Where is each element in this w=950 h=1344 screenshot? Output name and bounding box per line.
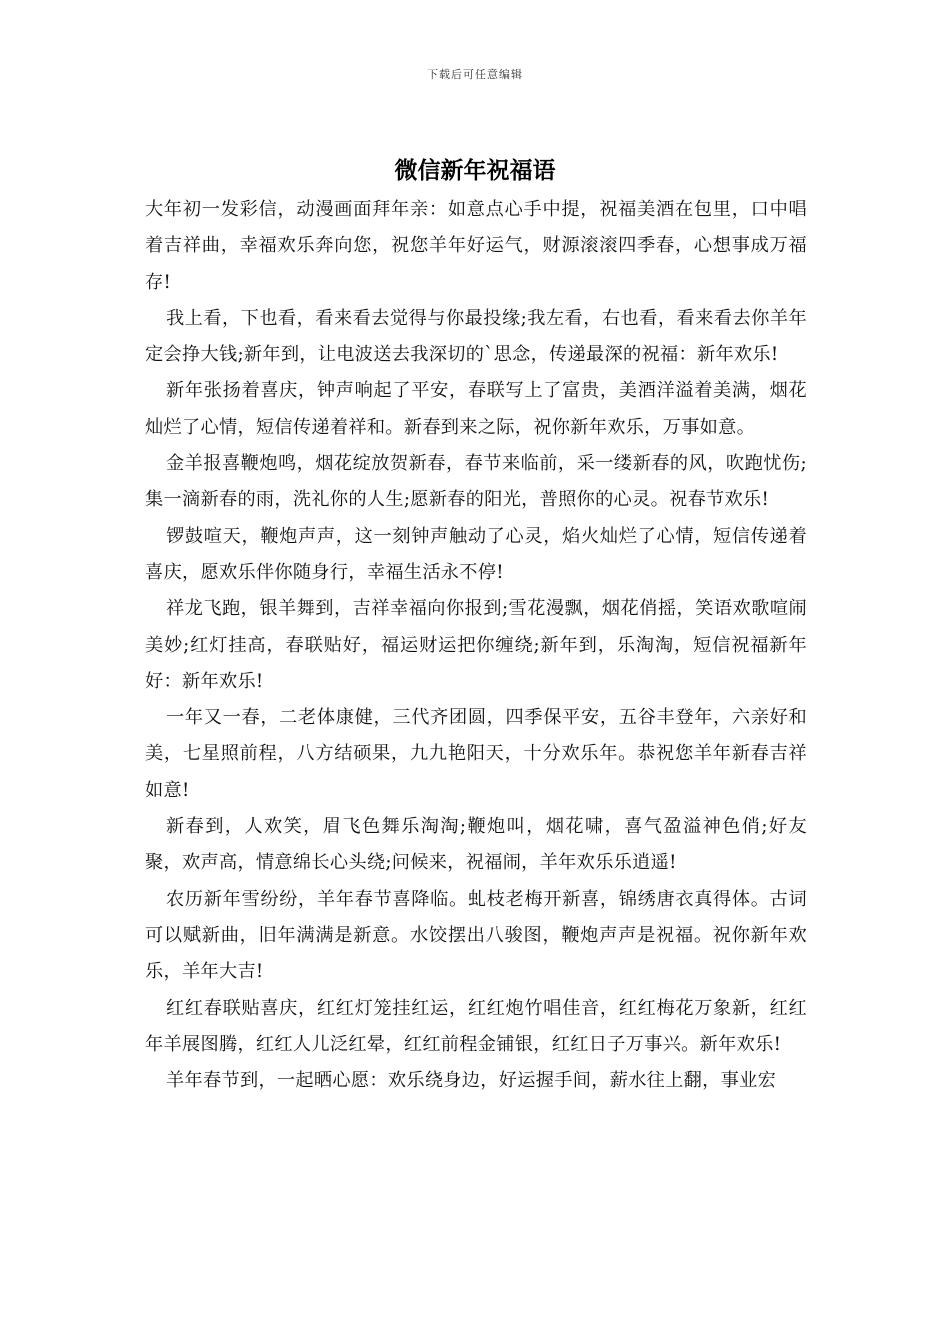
paragraph: 锣鼓喧天，鞭炮声声，这一刻钟声触动了心灵，焰火灿烂了心情，短信传递着喜庆，愿欢乐伴你随身行，幸福生活永不停! [145,525,807,583]
paragraph: 新年张扬着喜庆，钟声响起了平安，春联写上了富贵，美酒洋溢着美满，烟花灿烂了心情，短信传递着祥和。新春到来之际，祝你新年欢乐，万事如意。 [145,380,807,438]
document-body [145,192,807,1099]
paragraph: 祥龙飞跑，银羊舞到，吉祥幸福向你报到;雪花漫飘，烟花俏摇，笑语欢歌喧闹美妙;红灯挂高，春联贴好，福运财运把你缠绕;新年到，乐淘淘，短信祝福新年好：新年欢乐! [145,598,807,692]
paragraph: 新春到，人欢笑，眉飞色舞乐淘淘;鞭炮叫，烟花啸，喜气盈溢神色俏;好友聚，欢声高，情意绵长心头绕;问候来，祝福闹，羊年欢乐乐逍遥! [145,816,807,874]
paragraph: 红红春联贴喜庆，红红灯笼挂红运，红红炮竹唱佳音，红红梅花万象新，红红年羊展图腾，红红人儿泛红晕，红红前程金铺银，红红日子万事兴。新年欢乐! [145,997,807,1055]
paragraph: 金羊报喜鞭炮鸣，烟花绽放贺新春，春节来临前，采一缕新春的风，吹跑忧伤;集一滴新春的雨，洗礼你的人生;愿新春的阳光，普照你的心灵。祝春节欢乐! [145,453,807,511]
paragraph: 我上看，下也看，看来看去觉得与你最投缘;我左看，右也看，看来看去你羊年定会挣大钱;新年到，让电波送去我深切的`思念，传递最深的祝福：新年欢乐! [145,307,807,366]
paragraph: 大年初一发彩信，动漫画面拜年亲：如意点心手中提，祝福美酒在包里，口中唱着吉祥曲，幸福欢乐奔向您，祝您羊年好运气，财源滚滚四季春，心想事成万福存! [145,199,807,293]
paragraph: 羊年春节到，一起晒心愿：欢乐绕身边，好运握手间，薪水往上翻，事业宏 [166,1070,777,1092]
paragraph: 农历新年雪纷纷，羊年春节喜降临。虬枝老梅开新喜，锦绣唐衣真得体。古词可以赋新曲，旧年满满是新意。水饺摆出八骏图，鞭炮声声是祝福。祝你新年欢乐，羊年大吉! [145,888,807,983]
paragraph: 一年又一春，二老体康健，三代齐团圆，四季保平安，五谷丰登年，六亲好和美，七星照前程，八方结硕果，九九艳阳天，十分欢乐年。恭祝您羊年新春吉祥如意! [145,707,807,801]
header-note: 下载后可任意编辑 [427,68,523,81]
document-title: 微信新年祝福语 [394,158,556,184]
